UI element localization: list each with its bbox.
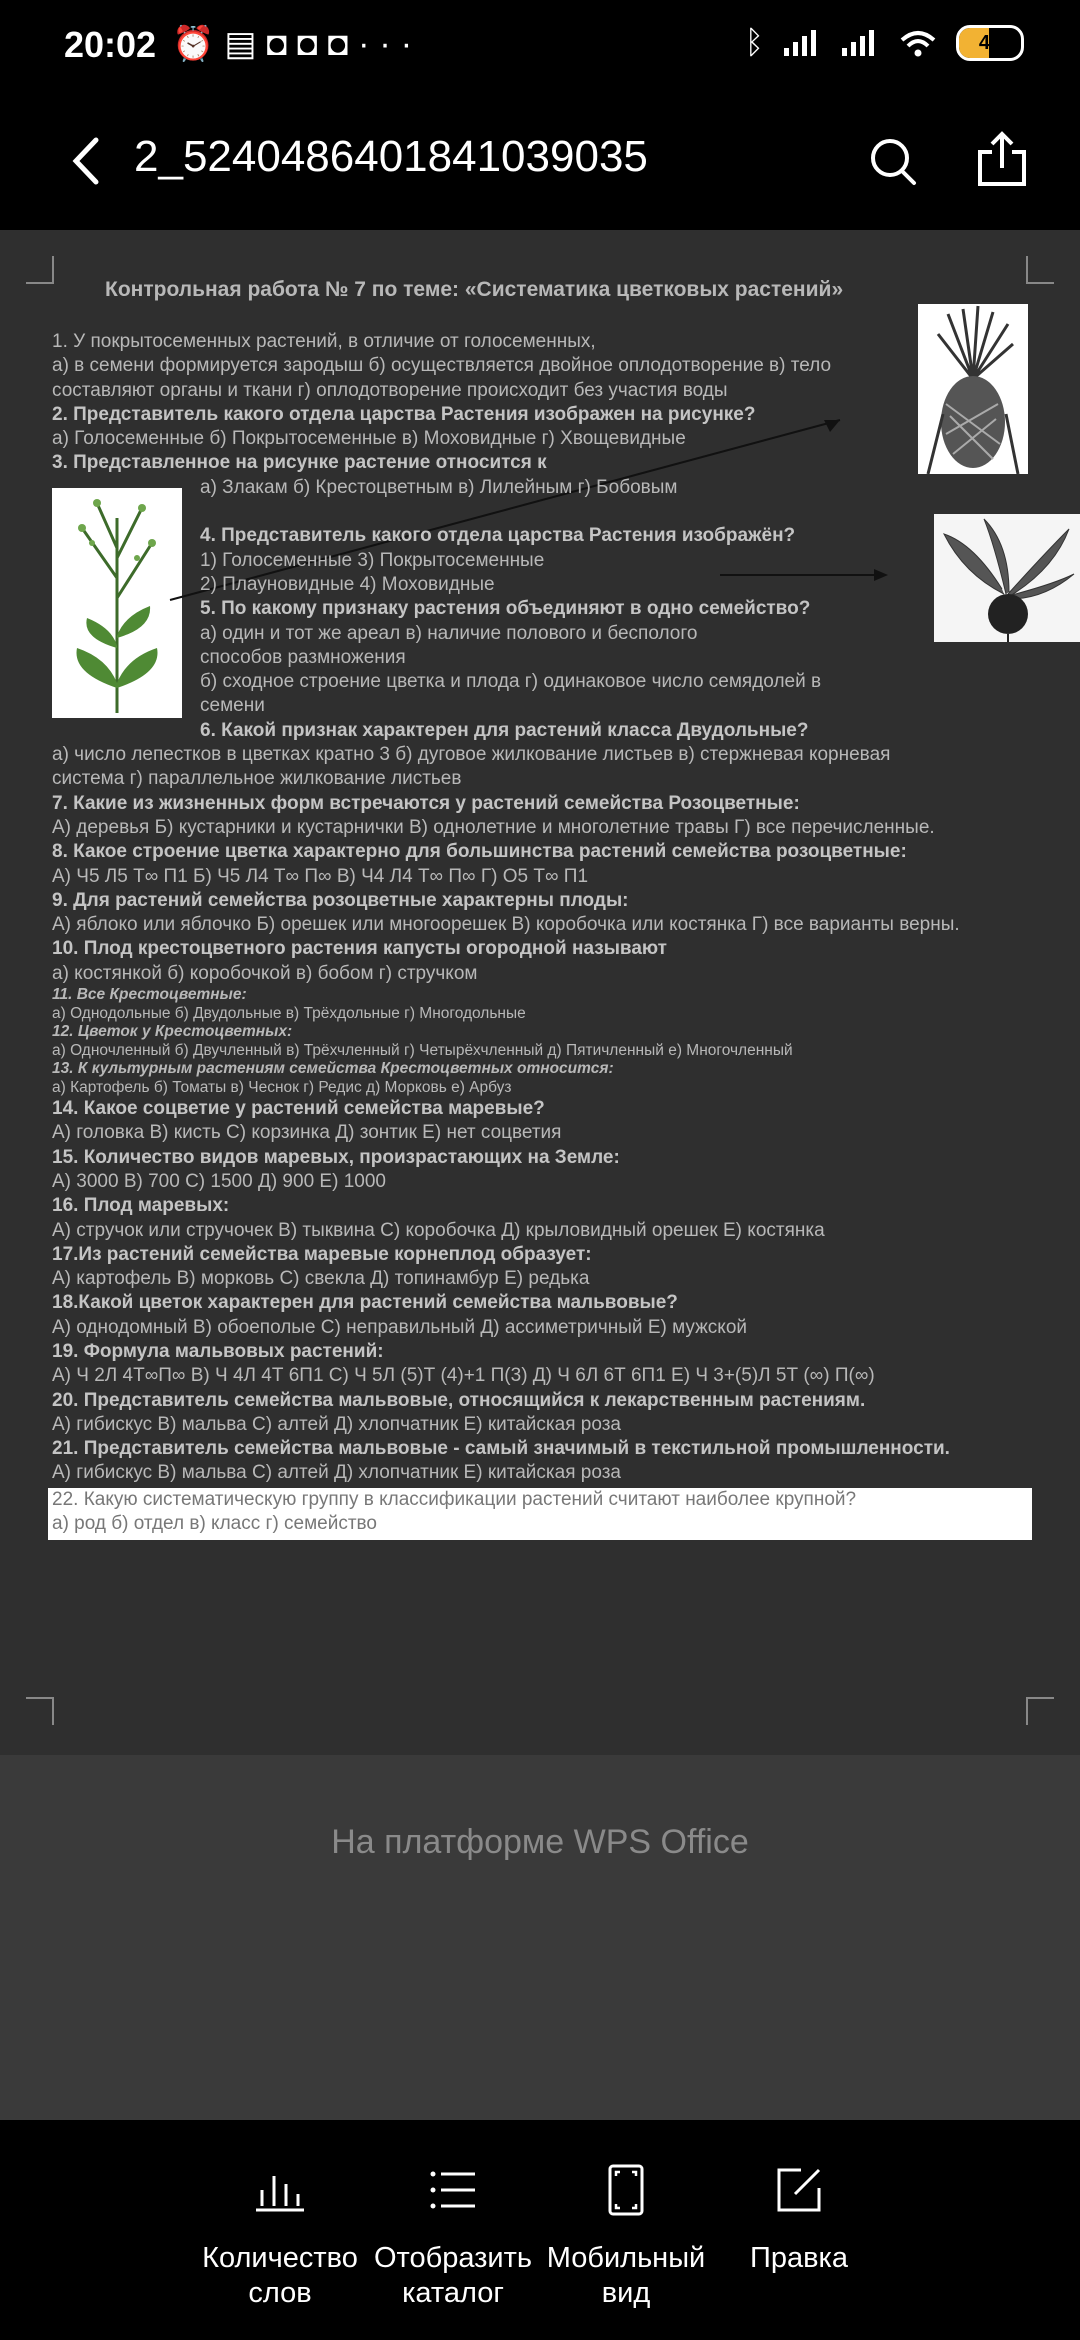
- text-line: А) гибискус В) мальва С) алтей Д) хлопчатник Е) китайская роза: [52, 1462, 621, 1484]
- text-line: а) Однодольные б) Двудольные в) Трёхдольные г) Многодольные: [52, 1004, 526, 1022]
- document-title: 2_5240486401841039035: [134, 132, 648, 181]
- question-line: 5. По какому признаку растения объединяют в одно семейство?: [200, 598, 811, 620]
- text-line: система г) параллельное жилкование листьев: [52, 768, 462, 790]
- status-bar: [0, 0, 1080, 96]
- game-icon: ◘: [266, 25, 298, 63]
- wifi-icon: [898, 28, 938, 58]
- bluetooth-icon: ᛒ: [744, 24, 764, 60]
- text-line: а) Картофель б) Томаты в) Чеснок г) Редис д) Морковь е) Арбуз: [52, 1078, 512, 1096]
- question-line: 6. Какой признак характерен для растений класса Двудольные?: [200, 719, 809, 741]
- edit-icon: [771, 2162, 827, 2218]
- document-body: [52, 330, 1052, 1486]
- more-icon: ···: [358, 25, 423, 63]
- back-arrow-icon[interactable]: [56, 126, 116, 196]
- question-line: 14. Какое соцветие у растений семейства маревые?: [52, 1098, 545, 1120]
- question-line: 19. Формула мальвовых растений:: [52, 1340, 384, 1362]
- mobile-view-label: Мобильный вид: [546, 2242, 706, 2309]
- catalog-label: Отобразить каталог: [373, 2242, 533, 2309]
- question-line: 12. Цветок у Крестоцветных:: [52, 1023, 293, 1041]
- text-line: А) однодомный В) обоеполые С) неправильный Д) ассиметричный Е) мужской: [52, 1316, 748, 1338]
- system-icons: [745, 24, 1024, 61]
- news-icon: ▤: [224, 25, 267, 63]
- text-line: 2) Плауновидные 4) Моховидные: [200, 573, 495, 595]
- question-line: 9. Для растений семейства розоцветные характерны плоды:: [52, 889, 629, 911]
- question-line: 7. Какие из жизненных форм встречаются у растений семейства Розоцветные:: [52, 792, 800, 814]
- text-line: А) Ч5 Л5 Т∞ П1 Б) Ч5 Л4 Т∞ П∞ В) Ч4 Л4 Т∞ П∞ Г) О5 Т∞ П1: [52, 865, 589, 887]
- share-icon[interactable]: [970, 124, 1034, 194]
- question-line: 11. Все Крестоцветные:: [52, 986, 247, 1004]
- status-time: 20:02: [64, 24, 157, 65]
- text-line: а) Злакам б) Крестоцветным в) Лилейным г) Бобовым: [200, 476, 678, 498]
- edit-label: Правка: [750, 2242, 848, 2274]
- platform-banner: [0, 1755, 1080, 2120]
- text-line: а) число лепестков в цветках кратно 3 б) дуговое жилкование листьев в) стержневая корневая: [52, 744, 891, 766]
- text-line: а) Одночленный б) Двучленный в) Трёхчленный г) Четырёхчленный д) Пятичленный е) Многочленный: [52, 1041, 793, 1059]
- battery-level: 49: [978, 31, 1002, 54]
- text-line: А) головка В) кисть С) корзинка Д) зонтик Е) нет соцветия: [52, 1122, 562, 1144]
- text-line: А) 3000 В) 700 С) 1500 Д) 900 Е) 1000: [52, 1170, 386, 1192]
- question-line: 16. Плод маревых:: [52, 1195, 230, 1217]
- text-line: А) стручок или стручочек В) тыквина С) коробочка Д) крыловидный орешек Е) костянка: [52, 1219, 825, 1241]
- page-corner-mark: [26, 256, 54, 284]
- text-line: 1) Голосеменные 3) Покрытосеменные: [200, 549, 545, 571]
- question-line: 21. Представитель семейства мальвовые - самый значимый в текстильной промышленности.: [52, 1438, 950, 1460]
- text-line: А) картофель В) морковь С) свекла Д) топинамбур Е) редька: [52, 1268, 590, 1290]
- notification-icons: [172, 24, 422, 64]
- document-heading: Контрольная работа № 7 по теме: «Систематика цветковых растений»: [105, 278, 844, 301]
- text-line: составляют органы и ткани г) оплодотворение происходит без участия воды: [52, 379, 728, 401]
- question-line: 4. Представитель какого отдела царства Растения изображён?: [200, 525, 796, 547]
- question-line: 17.Из растений семейства маревые корнеплод образует:: [52, 1243, 592, 1265]
- signal-icon: [782, 28, 822, 58]
- bottom-toolbar: [0, 2120, 1080, 2340]
- page-corner-mark: [1026, 256, 1054, 284]
- highlighted-question: [48, 1488, 1032, 1540]
- document-page[interactable]: [0, 230, 1080, 1755]
- text-line: А) гибискус В) мальва С) алтей Д) хлопчатник Е) китайская роза: [52, 1413, 621, 1435]
- question-line: 13. К культурным растениям семейства Крестоцветных относится:: [52, 1060, 614, 1078]
- signal-icon: [840, 28, 880, 58]
- question-line: 18.Какой цветок характерен для растений семейства мальвовые?: [52, 1292, 678, 1314]
- question-line: 3. Представленное на рисунке растение относится к: [52, 452, 547, 474]
- word-count-button[interactable]: [190, 2162, 370, 2311]
- formula-line: А) Ч 2Л 4Т∞П∞ В) Ч 4Л 4Т 6П1 С) Ч 5Л (5)Т (4)+1 П(3) Д) Ч 6Л 6Т 6П1 Е) Ч 3+(5)Л 5Т (∞) П(∞): [52, 1365, 875, 1387]
- text-line: способов размножения: [200, 646, 406, 668]
- text-line: а) Голосеменные б) Покрытосеменные в) Моховидные г) Хвощевидные: [52, 428, 686, 450]
- mobile-view-button[interactable]: [536, 2162, 716, 2311]
- text-line: А) яблоко или яблочко Б) орешек или многоорешек В) коробочка или костянка Г) все варианты верны.: [52, 914, 960, 936]
- platform-text: На платформе WPS Office: [331, 1823, 749, 1861]
- text-line: а) один и тот же ареал в) наличие полового и бесполого: [200, 622, 698, 644]
- text-line: б) сходное строение цветка и плода г) одинаковое число семядолей в: [200, 671, 822, 693]
- text-line: [52, 500, 1052, 524]
- alarm-icon: ⏰: [172, 25, 225, 63]
- game-icon: ◘: [297, 25, 328, 63]
- battery-icon: [956, 25, 1024, 61]
- question-line: 15. Количество видов маревых, произрастающих на Земле:: [52, 1146, 620, 1168]
- text-line: семени: [200, 695, 265, 717]
- game-icon: ◘: [327, 25, 359, 63]
- catalog-button[interactable]: [363, 2162, 543, 2311]
- question-line: 8. Какое строение цветка характерно для большинства растений семейства розоцветные:: [52, 841, 907, 863]
- text-line: а) род б) отдел в) класс г) семейство: [52, 1513, 378, 1535]
- word-count-label: Количество слов: [202, 2242, 358, 2309]
- top-bar: [0, 96, 1080, 230]
- question-line: 20. Представитель семейства мальвовые, относящийся к лекарственным растениям.: [52, 1389, 866, 1411]
- question-line: 10. Плод крестоцветного растения капусты огородной называют: [52, 938, 667, 960]
- text-line: А) деревья Б) кустарники и кустарнички В) однолетние и многолетние травы Г) все перечисленные.: [52, 816, 935, 838]
- text-line: 1. У покрытосеменных растений, в отличие от голосеменных,: [52, 331, 596, 352]
- question-line: 2. Представитель какого отдела царства Растения изображен на рисунке?: [52, 403, 756, 425]
- text-line: а) костянкой б) коробочкой в) бобом г) стручком: [52, 962, 478, 984]
- text-line: а) в семени формируется зародыш б) осуществляется двойное оплодотворение в) тело: [52, 355, 832, 377]
- edit-button[interactable]: [709, 2162, 889, 2276]
- question-line: 22. Какую систематическую группу в классификации растений считают наиболее крупной?: [52, 1489, 857, 1510]
- page-corner-mark: [1026, 1697, 1054, 1725]
- bar-chart-icon: [252, 2162, 308, 2218]
- mobile-view-icon: [598, 2162, 654, 2218]
- list-icon: [425, 2162, 481, 2218]
- page-corner-mark: [26, 1697, 54, 1725]
- search-icon[interactable]: [864, 126, 924, 196]
